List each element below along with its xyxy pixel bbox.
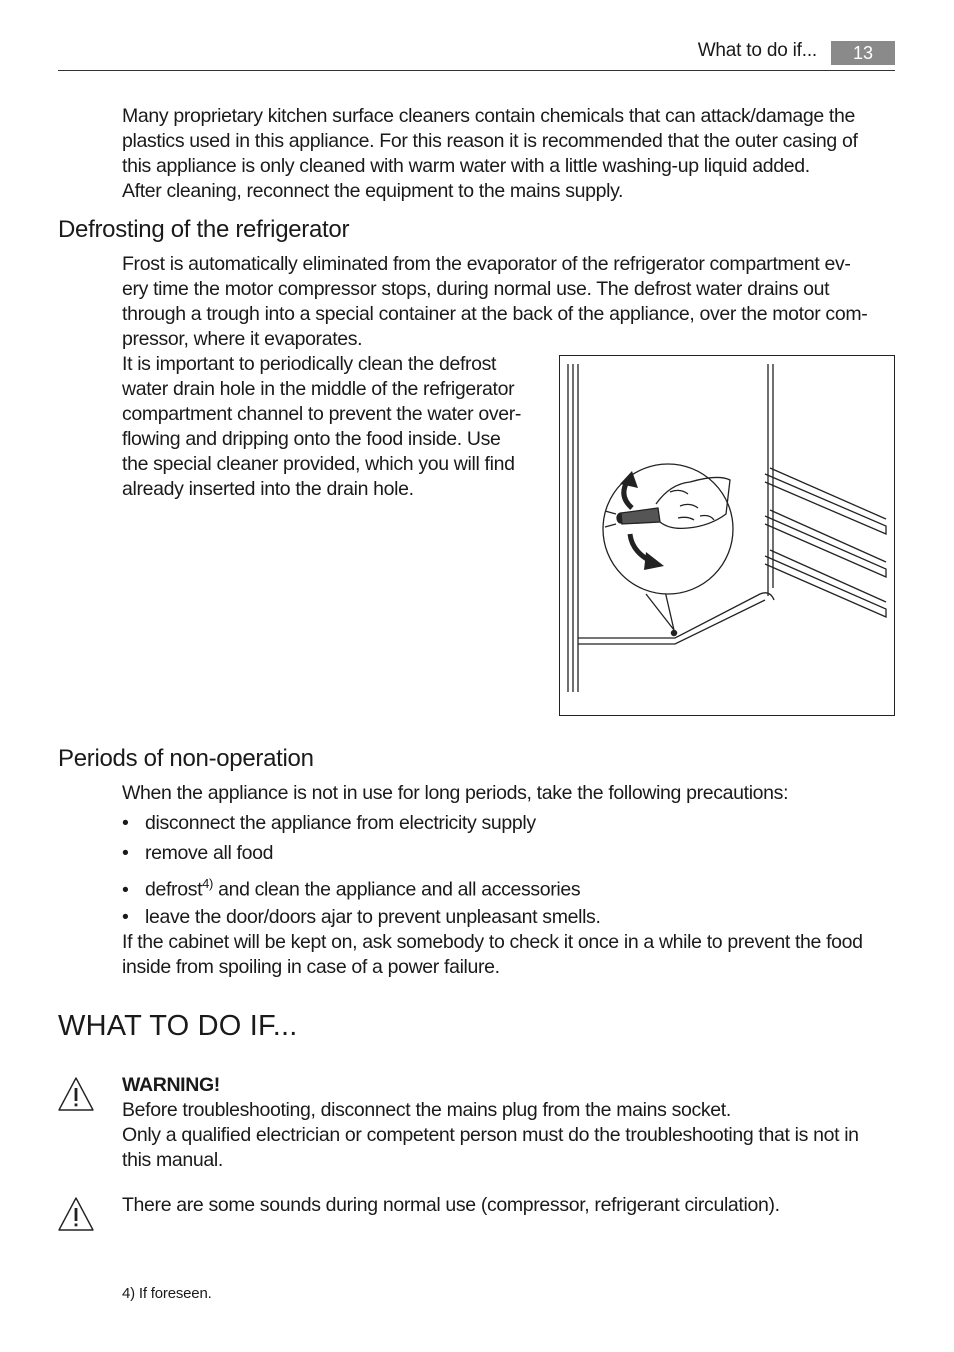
bullet-symbol: •: [122, 878, 129, 901]
outro-line: inside from spoiling in case of a power failure.: [122, 956, 500, 978]
bullet-text: remove all food: [145, 842, 274, 864]
warning-line: Only a qualified electrician or competent person must do the troubleshooting that is not in: [122, 1124, 859, 1146]
defrost-line: the special cleaner provided, which you will find: [122, 453, 515, 475]
list-item: [122, 841, 273, 866]
bullet-text: defrost: [145, 878, 203, 901]
footnote: 4) If foreseen.: [122, 1285, 212, 1302]
warning-title: WARNING!: [122, 1074, 220, 1096]
list-item: [122, 811, 536, 836]
non-operation-heading: Periods of non-operation: [58, 745, 314, 772]
intro-line: plastics used in this appliance. For this reason it is recommended that the outer casing of: [122, 130, 858, 152]
defrost-line: compartment channel to prevent the water over-: [122, 403, 522, 425]
defrost-line: ery time the motor compressor stops, during normal use. The defrost water drains out: [122, 278, 830, 300]
list-item: [122, 871, 580, 903]
defrost-heading: Defrosting of the refrigerator: [58, 216, 350, 243]
footnote-ref: 4): [202, 876, 214, 891]
bullet-symbol: •: [122, 842, 129, 864]
bullet-text: and clean the appliance and all accessories: [213, 878, 581, 901]
warning-line: this manual.: [122, 1149, 223, 1171]
running-header-title: What to do if...: [697, 40, 817, 61]
warning-block: [122, 1073, 859, 1173]
warning-line: Before troubleshooting, disconnect the mains plug from the mains socket.: [122, 1099, 731, 1121]
defrost-line: flowing and dripping onto the food inside. Use: [122, 428, 501, 450]
drain-hole-illustration: [559, 355, 895, 716]
defrost-line: through a trough into a special container at the back of the appliance, over the motor com-: [122, 303, 868, 325]
defrost-line: Frost is automatically eliminated from the evaporator of the refrigerator compartment ev-: [122, 253, 851, 275]
bullet-symbol: •: [122, 906, 129, 928]
list-item: [122, 905, 601, 930]
caution-icon: [57, 1196, 95, 1237]
bullet-text: disconnect the appliance from electricity supply: [145, 812, 536, 834]
non-operation-intro: When the appliance is not in use for long periods, take the following precautions:: [122, 782, 789, 804]
header-rule: [58, 70, 895, 71]
defrost-line: pressor, where it evaporates.: [122, 328, 363, 350]
intro-line: After cleaning, reconnect the equipment to the mains supply.: [122, 180, 624, 202]
page-number: 13: [831, 41, 895, 65]
outro-line: If the cabinet will be kept on, ask somebody to check it once in a while to prevent the food: [122, 931, 863, 953]
sounds-note: There are some sounds during normal use (compressor, refrigerant circulation).: [122, 1194, 780, 1216]
defrost-line: already inserted into the drain hole.: [122, 478, 414, 500]
bullet-text: leave the door/doors ajar to prevent unpleasant smells.: [145, 906, 601, 928]
defrost-line: water drain hole in the middle of the refrigerator: [122, 378, 515, 400]
section-heading: WHAT TO DO IF...: [58, 1010, 298, 1042]
non-operation-outro: [122, 930, 863, 980]
bullet-symbol: •: [122, 812, 129, 834]
warning-icon: [57, 1076, 95, 1117]
intro-line: this appliance is only cleaned with warm water with a little washing-up liquid added.: [122, 155, 810, 177]
intro-paragraph: [122, 104, 858, 204]
defrost-line: It is important to periodically clean the defrost: [122, 353, 497, 375]
intro-line: Many proprietary kitchen surface cleaners contain chemicals that can attack/damage the: [122, 105, 855, 127]
